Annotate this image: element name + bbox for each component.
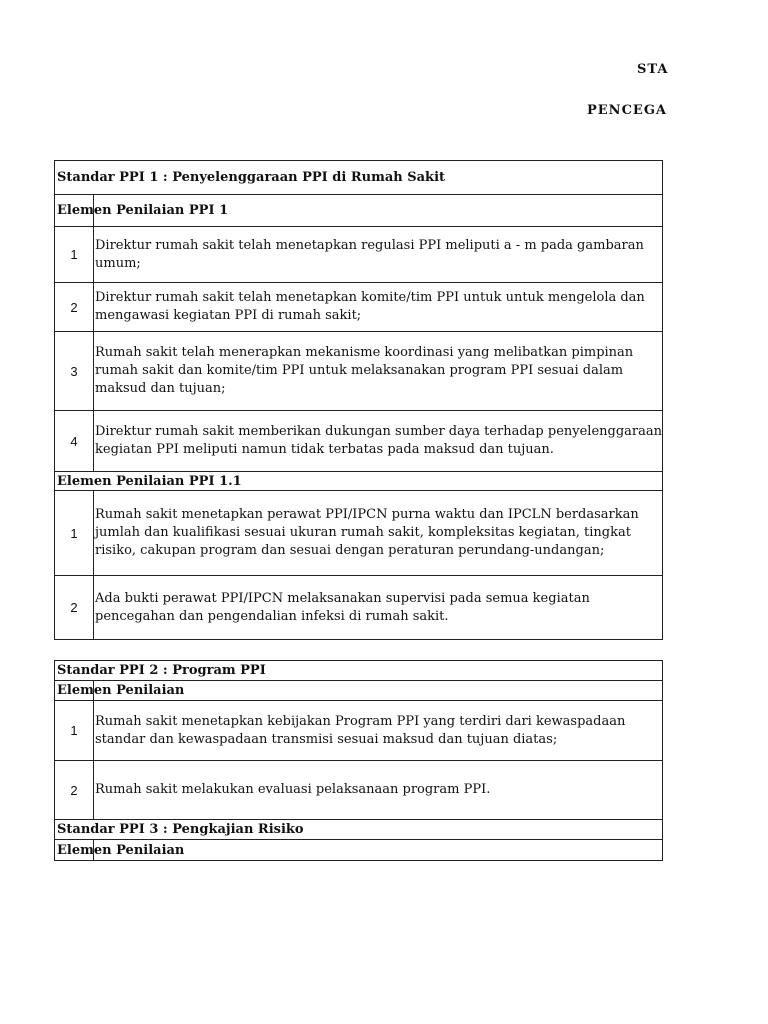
row-number: 2 bbox=[55, 761, 94, 819]
element-heading-label: Elemen Penilaian bbox=[57, 683, 185, 698]
element-heading-label: Elemen Penilaian bbox=[57, 842, 185, 858]
table-row bbox=[55, 701, 662, 761]
standard-table-ppi-1 bbox=[54, 160, 663, 640]
standard-table-ppi-3 bbox=[54, 820, 663, 861]
standard-title: Standar PPI 2 : Program PPI bbox=[55, 661, 662, 681]
row-text: Direktur rumah sakit telah menetapkan regulasi PPI meliputi a - m pada gambaran umum; bbox=[95, 237, 644, 271]
table-row bbox=[55, 761, 662, 819]
row-text: Direktur rumah sakit memberikan dukungan sumber daya terhadap penyelenggaraan kegiatan PPI meliputi namun tidak terbatas pada maksud dan tujuan. bbox=[95, 424, 662, 457]
row-number: 1 bbox=[55, 701, 94, 760]
row-number: 1 bbox=[55, 491, 94, 575]
row-number: 2 bbox=[55, 283, 94, 331]
element-heading-label: Elemen Penilaian PPI 1 bbox=[57, 203, 229, 218]
document-title: STA bbox=[637, 62, 669, 77]
element-heading bbox=[55, 840, 662, 860]
standard-table-ppi-2 bbox=[54, 660, 663, 820]
row-text: Rumah sakit melakukan evaluasi pelaksanaan program PPI. bbox=[95, 782, 491, 797]
row-number: 3 bbox=[55, 332, 94, 410]
element-heading bbox=[55, 681, 662, 701]
element-heading: Elemen Penilaian PPI 1.1 bbox=[55, 472, 662, 491]
table-row bbox=[55, 283, 662, 332]
row-text: Ada bukti perawat PPI/IPCN melaksanakan supervisi pada semua kegiatan pencegahan dan pengendalian infeksi di rumah sakit. bbox=[95, 590, 590, 624]
standard-title: Standar PPI 3 : Pengkajian Risiko bbox=[55, 820, 662, 840]
table-row bbox=[55, 576, 662, 639]
table-row bbox=[55, 491, 662, 576]
element-heading bbox=[55, 195, 662, 227]
row-number: 2 bbox=[55, 576, 94, 639]
table-row bbox=[55, 227, 662, 283]
row-text: Rumah sakit telah menerapkan mekanisme koordinasi yang melibatkan pimpinan rumah sakit dan komite/tim PPI untuk melaksanakan program PPI sesuai dalam maksud dan tujuan; bbox=[95, 345, 634, 396]
table-row bbox=[55, 411, 662, 472]
row-text: Direktur rumah sakit telah menetapkan komite/tim PPI untuk untuk mengelola dan mengawasi kegiatan PPI di rumah sakit; bbox=[95, 290, 645, 323]
row-number: 4 bbox=[55, 411, 94, 471]
document-subtitle: PENCEGA bbox=[587, 103, 668, 118]
standard-title: Standar PPI 1 : Penyelenggaraan PPI di Rumah Sakit bbox=[55, 161, 662, 195]
row-number: 1 bbox=[55, 227, 94, 282]
row-text: Rumah sakit menetapkan perawat PPI/IPCN purna waktu dan IPCLN berdasarkan jumlah dan kualifikasi sesuai ukuran rumah sakit, kompleksitas kegiatan, tingkat risiko, cakupan program dan sesuai dengan peraturan perundang-undangan; bbox=[95, 507, 639, 558]
row-text: Rumah sakit menetapkan kebijakan Program PPI yang terdiri dari kewaspadaan standar dan kewaspadaan transmisi sesuai maksud dan tujuan diatas; bbox=[95, 713, 626, 747]
table-row bbox=[55, 332, 662, 411]
